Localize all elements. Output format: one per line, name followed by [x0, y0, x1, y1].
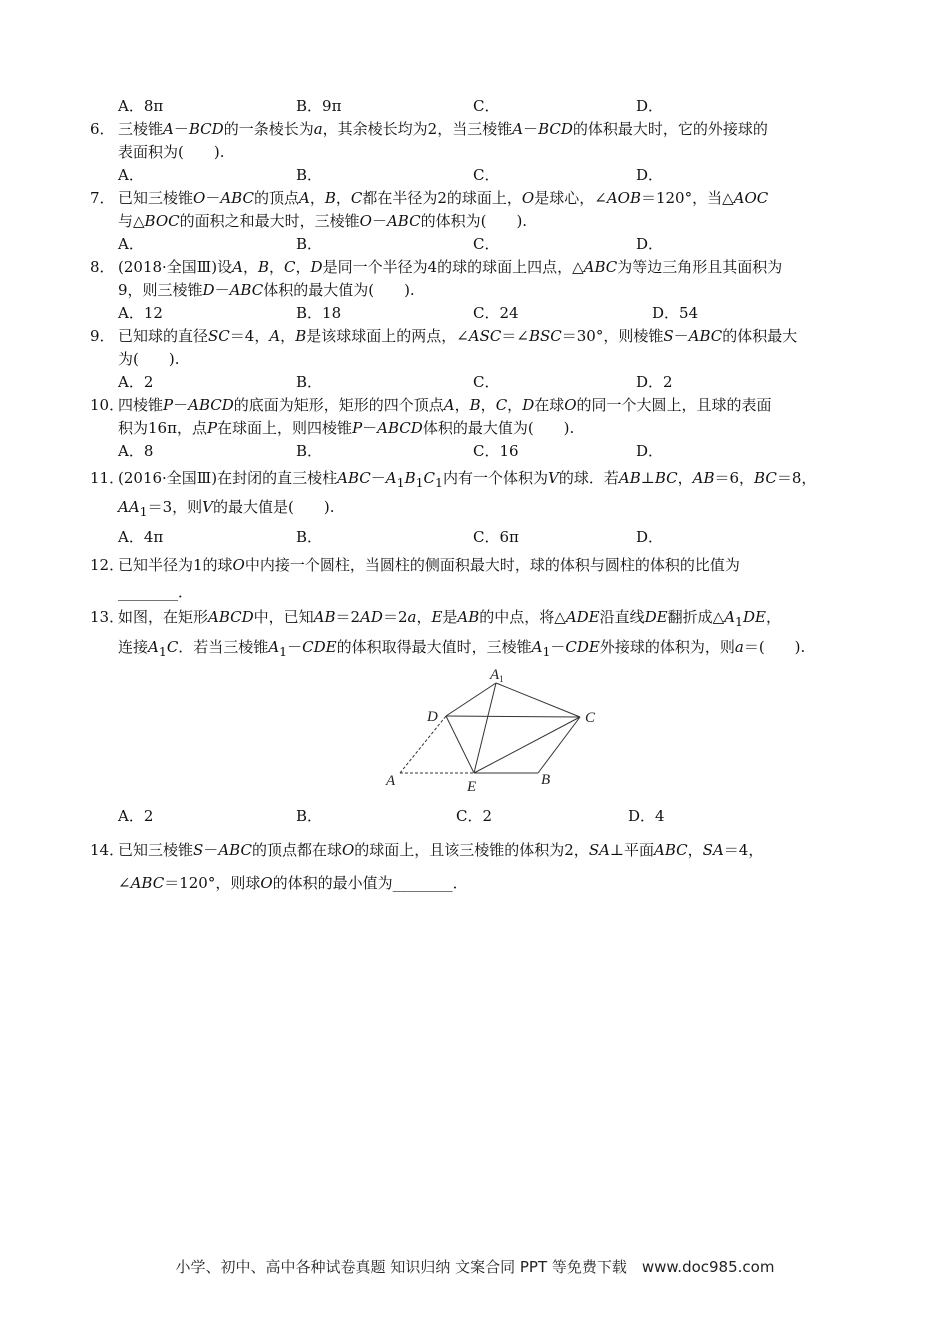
answer-option: C．	[473, 373, 500, 391]
answer-option: D．4	[628, 807, 665, 825]
edge-A-D-dashed	[400, 716, 446, 773]
answer-option: C．6π	[473, 528, 519, 546]
question-stem-continued: 表面积为( ).	[118, 143, 225, 161]
question-number: 12．	[90, 556, 125, 574]
question-number: 9．	[90, 327, 115, 345]
answer-option: B．9π	[296, 97, 342, 115]
question-stem-continued: 与△BOC的面积之和最大时，三棱锥O－ABC的体积为( ).	[118, 212, 528, 230]
answer-option: C．	[473, 97, 500, 115]
edge-A1-E	[474, 683, 496, 773]
question-stem-continued: 连接$A_1C$．若当三棱锥$A_1-CDE$的体积取得最大值时，三棱锥$A_1-CDE$外接球的体积为，则a＝( ).	[118, 638, 806, 659]
answer-option: A．8	[118, 442, 154, 460]
answer-option: B．	[296, 235, 323, 253]
question-stem: 如图，在矩形ABCD中，已知AB＝2AD＝2a，E是AB的中点，将△ADE沿直线DE翻折成$\triangle A_1DE$，	[118, 608, 781, 629]
answer-option: B．	[296, 442, 323, 460]
answer-option: C．16	[473, 442, 519, 460]
label-B: B	[541, 772, 551, 788]
question-number: 11．	[90, 469, 125, 487]
question-stem: (2018·全国Ⅲ)设A，B，C，D是同一个半径为4的球的球面上四点，△ABC为等边三角形且其面积为	[118, 258, 783, 276]
answer-option: A．12	[118, 304, 163, 322]
answer-option: C．24	[473, 304, 519, 322]
folded-rectangle-figure	[378, 666, 608, 796]
question-stem: 四棱锥P－ABCD的底面为矩形，矩形的四个顶点A，B，C，D在球O的同一个大圆上，且球的表面	[118, 396, 772, 414]
answer-option: D．	[636, 528, 664, 546]
answer-option: D．	[636, 442, 664, 460]
question-stem-continued: ________．	[118, 583, 194, 601]
question-number: 14．	[90, 841, 125, 859]
page-footer: 小学、初中、高中各种试卷真题 知识归纳 文案合同 PPT 等免费下载 www.doc985.com	[175, 1258, 775, 1276]
answer-option: A．2	[118, 807, 154, 825]
answer-option: D．	[636, 97, 664, 115]
answer-option: C．	[473, 166, 500, 184]
question-number: 7．	[90, 189, 115, 207]
label-A: A	[386, 773, 396, 789]
question-stem: 已知半径为1的球O中内接一个圆柱，当圆柱的侧面积最大时，球的体积与圆柱的体积的比值为	[118, 556, 740, 574]
question-number: 13．	[90, 608, 125, 626]
edge-D-E	[446, 716, 474, 773]
question-stem-continued: $AA_1=3$，则V的最大值是( ).	[118, 498, 335, 519]
answer-option: B．	[296, 807, 323, 825]
answer-option: C．2	[456, 807, 493, 825]
question-stem-continued: 积为16π，点P在球面上，则四棱锥P－ABCD体积的最大值为( ).	[118, 419, 575, 437]
question-stem-continued: ∠ABC＝120°，则球O的体积的最小值为________．	[118, 874, 468, 892]
edge-E-C	[474, 717, 580, 773]
answer-option: B．18	[296, 304, 342, 322]
edge-B-C	[538, 717, 580, 773]
answer-option: B．	[296, 528, 323, 546]
answer-option: C．	[473, 235, 500, 253]
question-stem: 三棱锥A－BCD的一条棱长为a，其余棱长均为2，当三棱锥A－BCD的体积最大时，它的外接球的	[118, 120, 768, 138]
question-stem: 已知球的直径SC＝4，A，B是该球球面上的两点，∠ASC＝∠BSC＝30°，则棱锥S－ABC的体积最大	[118, 327, 798, 345]
question-stem: (2016·全国Ⅲ)在封闭的直三棱柱$ABC-A_1B_1C_1$内有一个体积为V的球．若AB⊥BC，AB＝6，BC＝8，	[118, 469, 817, 490]
edge-A1-D	[446, 683, 496, 716]
answer-option: D．	[636, 166, 664, 184]
answer-option: D．54	[652, 304, 699, 322]
answer-option: B．	[296, 373, 323, 391]
question-stem-continued: 9，则三棱锥D－ABC体积的最大值为( ).	[118, 281, 415, 299]
edge-A1-C	[496, 683, 580, 717]
question-number: 8．	[90, 258, 115, 276]
question-stem: 已知三棱锥S－ABC的顶点都在球O的球面上，且该三棱锥的体积为2，SA⊥平面ABC，SA＝4，	[118, 841, 764, 859]
question-stem: 已知三棱锥O－ABC的顶点A，B，C都在半径为2的球面上，O是球心，∠AOB＝120°，当△AOC	[118, 189, 769, 207]
question-number: 10．	[90, 396, 125, 414]
answer-option: A．8π	[118, 97, 164, 115]
answer-option: D．2	[636, 373, 673, 391]
answer-option: A．4π	[118, 528, 164, 546]
answer-option: A．	[118, 166, 144, 184]
edge-D-C	[446, 716, 580, 717]
label-E: E	[467, 779, 477, 795]
label-C: C	[585, 710, 596, 726]
answer-option: D．	[636, 235, 664, 253]
answer-option: A．2	[118, 373, 154, 391]
label-D: D	[427, 709, 438, 725]
label-A1: $A_1$	[490, 667, 504, 684]
question-number: 6．	[90, 120, 115, 138]
answer-option: B．	[296, 166, 323, 184]
question-stem-continued: 为( ).	[118, 350, 180, 368]
answer-option: A．	[118, 235, 144, 253]
